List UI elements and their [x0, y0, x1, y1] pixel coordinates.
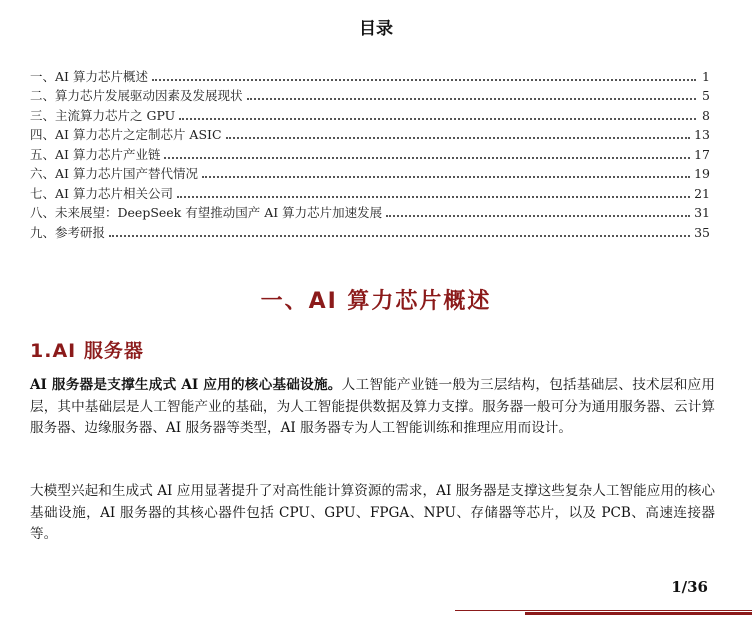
toc-entry[interactable] [30, 103, 710, 123]
toc-leader-dots [164, 156, 690, 159]
toc-leader-dots [179, 117, 696, 120]
toc-entry-page: 8 [702, 107, 710, 123]
toc-leader-dots [386, 214, 690, 217]
toc-entry-label: 八、未来展望：DeepSeek 有望推动国产 AI 算力芯片加速发展 [30, 205, 383, 220]
chapter-title: 一、AI 算力芯片概述 [260, 289, 492, 314]
toc-entry-page: 31 [694, 205, 710, 220]
toc-entry-label: 一、AI 算力芯片概述 [30, 68, 148, 84]
toc-entry[interactable] [30, 64, 710, 84]
toc-leader-dots [202, 175, 690, 178]
toc-entry[interactable] [30, 142, 710, 162]
toc-entry-page: 19 [694, 166, 710, 181]
toc-entry-page: 35 [694, 224, 710, 240]
toc-entry-page: 21 [694, 185, 710, 201]
toc-leader-dots [177, 195, 690, 198]
toc-entry[interactable] [30, 181, 710, 201]
paragraph-1 [30, 375, 715, 440]
table-of-contents [30, 64, 710, 240]
section-title: 1.AI 服务器 [30, 340, 144, 362]
footer-rule-thin [455, 610, 752, 611]
paragraph-1-lead: AI 服务器是支撑生成式 AI 应用的核心基础设施。 [30, 377, 342, 393]
toc-entry-label: 三、主流算力芯片之 GPU [30, 107, 176, 123]
toc-entry[interactable] [30, 201, 710, 221]
toc-leader-dots [247, 97, 696, 100]
paragraph-2: 大模型兴起和生成式 AI 应用显著提升了对高性能计算资源的需求，AI 服务器是支撑这些复杂人工智能应用的核心基础设施，AI 服务器的其核心器件包括 CPU、GPU、FPGA、NPU、存储器等芯片，以及 PCB、高速连接器等。 [30, 483, 715, 542]
toc-leader-dots [226, 136, 691, 139]
toc-entry-label: 四、AI 算力芯片之定制芯片 ASIC [30, 127, 222, 142]
toc-entry-page: 13 [694, 127, 710, 142]
toc-leader-dots [152, 78, 696, 81]
toc-entry-label: 六、AI 算力芯片国产替代情况 [30, 166, 198, 181]
toc-entry[interactable] [30, 123, 710, 143]
toc-leader-dots [109, 234, 690, 237]
toc-title: 目录 [359, 19, 393, 39]
toc-entry-label: 七、AI 算力芯片相关公司 [30, 185, 173, 201]
paragraph-1-body: 人工智能产业链一般为三层结构，包括基础层、技术层和应用层，其中基础层是人工智能产业的基础，为人工智能提供数据及算力支撑。服务器一般可分为通用服务器、云计算服务器、边缘服务器、AI 服务器等类型，AI 服务器专为人工智能训练和推理应用而设计。 [30, 377, 715, 436]
page-number: 1/36 [671, 578, 708, 596]
toc-entry[interactable] [30, 220, 710, 240]
toc-entry-page: 1 [702, 68, 710, 84]
footer-rule-thick [525, 612, 752, 615]
toc-entry-page: 17 [694, 146, 710, 162]
toc-entry-page: 5 [702, 88, 710, 103]
toc-entry-label: 二、算力芯片发展驱动因素及发展现状 [30, 88, 243, 103]
toc-entry-label: 五、AI 算力芯片产业链 [30, 146, 161, 162]
toc-entry[interactable] [30, 162, 710, 182]
toc-entry-label: 九、参考研报 [30, 224, 106, 240]
toc-entry[interactable] [30, 84, 710, 104]
